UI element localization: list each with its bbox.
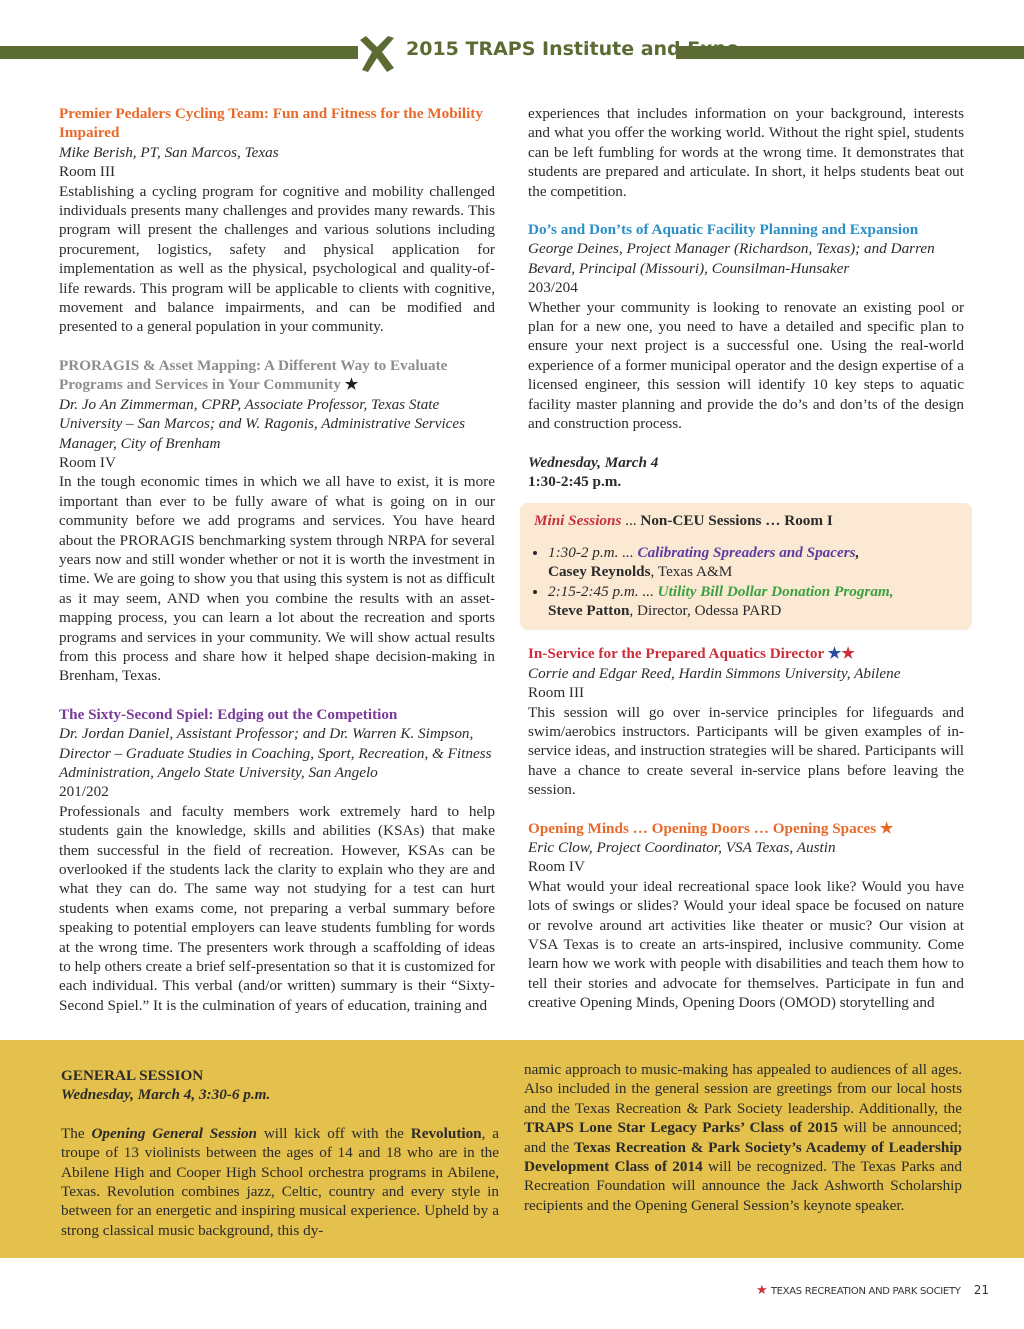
list-item <box>548 582 958 621</box>
session-description: Establishing a cycling program for cognitive and mobility challenged individuals presents many challenges and provides many rewards. This program will present the challenges and various solutions including procurement, logistics, safety and physical application for implementation as well as the physical, psychological and quality-of-life rewards. This program will be applicable to clients with cognitive, movement and balance impairments, and can be modified and presented to a general population in your community. <box>59 182 495 336</box>
text-run: Revolution <box>410 1124 482 1142</box>
session-title-text: In-Service for the Prepared Aquatics Director <box>528 645 824 663</box>
footer-org: TEXAS RECREATION AND PARK SOCIETY <box>770 1286 961 1297</box>
star-icon: ★ <box>344 376 359 394</box>
session-sixty-second-spiel <box>59 705 495 1016</box>
general-session-heading: GENERAL SESSION <box>61 1067 204 1084</box>
list-item <box>548 543 958 582</box>
text-run: TRAPS Lone Star Legacy Parks’ Class of 2015 <box>524 1119 838 1137</box>
item-title: Calibrating Spreaders and Spacers <box>637 543 856 561</box>
session-description: Whether your community is looking to renovate an existing pool or plan for a new one, you need to have a detailed and specific plan to ensure your next project is a successful one. Using the real-world experience of a former municipal operator and the design expertise of a licensed engineer, this session will identify 10 key steps to aquatic facility master planning and provide the do’s and don’ts of the design and construction process. <box>528 298 964 433</box>
session-room: 201/202 <box>59 783 109 801</box>
star-icon: ★ <box>827 645 842 663</box>
session-room: 203/204 <box>528 279 578 297</box>
general-session-left <box>61 1066 499 1240</box>
item-affiliation: , Director, Odessa PARD <box>629 601 782 619</box>
right-column <box>528 104 964 1032</box>
left-column <box>59 104 495 1034</box>
item-speaker: Steve Patton <box>548 601 630 619</box>
item-time: 2:15-2:45 p.m. ... <box>548 582 658 600</box>
item-title: Utility Bill Dollar Donation Program, <box>657 582 894 600</box>
session-presenters: Dr. Jordan Daniel, Assistant Professor; and Dr. Warren K. Simpson, Director – Graduate Studies in Coaching, Sport, Recreation, & Fitness Administration, Angelo State University, San Angelo <box>59 725 492 781</box>
general-session-right <box>524 1060 962 1215</box>
session-room: Room IV <box>528 858 585 876</box>
session-room: Room III <box>59 163 116 181</box>
session-presenters: Corrie and Edgar Reed, Hardin Simmons University, Abilene <box>528 664 901 682</box>
session-opening-minds <box>528 819 964 1013</box>
session-title: Premier Pedalers Cycling Team: Fun and Fitness for the Mobility Impaired <box>59 105 483 142</box>
traps-logo-icon <box>354 32 400 78</box>
text-run: namic approach to music-making has appealed to audiences of all ages. Also included in the general session are greetings from our local hosts and the Texas Recreation & Park Society leadership. Additionally, the <box>524 1061 962 1117</box>
session-continuation <box>528 104 964 201</box>
general-session-date: Wednesday, March 4, 3:30-6 p.m. <box>61 1086 271 1104</box>
session-description: This session will go over in-service principles for lifeguards and swim/aerobics instructors. Participants will be given examples of in-service ideas, and instruction strategies will be shared. Participants will have a chance to create several in-service plans before leaving the session. <box>528 703 964 799</box>
text-run: will be recognized. The Texas Parks and Recreation Foundation will announce the Jack Ashworth Scholarship recipients and the Opening General Session’s keynote speaker. <box>524 1158 962 1214</box>
session-title-text: Opening Minds … Opening Doors … Opening Spaces <box>528 819 877 837</box>
session-room: Room III <box>528 684 585 702</box>
header-rule-left <box>0 46 358 59</box>
mini-sessions-heading <box>534 511 958 530</box>
text-run: will be announced; and the <box>524 1119 962 1156</box>
session-room: Room IV <box>59 453 116 471</box>
general-session-text <box>61 1124 499 1240</box>
session-presenters: Dr. Jo An Zimmerman, CPRP, Associate Professor, Texas State University – San Marcos; and W. Ragonis, Administrative Services Manager, City of Brenham <box>59 395 466 452</box>
item-speaker: Casey Reynolds <box>548 563 651 581</box>
session-description: Professionals and faculty members work extremely hard to help students gain the knowledge, skills and abilities (KSAs) that make them successful in the field of recreation. However, KSAs can be overlooked if the students lack the clarity to explain who they are and what they can do. The same way not studying for a test can hurt students when exams come, not preparing a verbal summary before speaking to potential employers can leave students fumbling for words at the wrong time. The presenters work through a scaffolding of ideas to help others create a brief self-presentation so that it is customized for each individual. This verbal (and/or written) summary is their “Sixty-Second Spiel.” It is the culmination of years of education, training and <box>59 802 495 1014</box>
schedule-time: 1:30-2:45 p.m. <box>528 472 622 490</box>
page-footer <box>756 1283 989 1298</box>
session-description: What would your ideal recreational space look like? Would you have lots of swings or slides? Would your ideal space be focused on nature or revolve around art activities like theater or music? Our vision at VSA Texas is to create an arts-inspired, inclusive community. Come learn how we work with people with disabilities and teach them how to tell their stories and advocate for themselves. Participate in fun and creative Opening Minds, Opening Doors (OMOD) storytelling and <box>528 877 964 1012</box>
session-title <box>59 356 495 395</box>
time-block <box>528 453 964 492</box>
session-in-service <box>528 644 964 799</box>
heading-separator: ... <box>621 512 641 530</box>
session-presenters: Mike Berish, PT, San Marcos, Texas <box>59 143 279 161</box>
session-description: In the tough economic times in which we all have to exist, it is more important than ever to be fully aware of what is going on in our community before we add programs and services. You have heard about the PRORAGIS benchmarking system through NRPA for several years now and still wonder whether or not it is worth the investment in time. We are going to show you that using this system is not as difficult as it may seem, AND when you combine the results with an asset-mapping process, you can learn a lot about the recreation and sports programs and services in your community. We will show actual results from this process and share how it helped shape decision-making in Brenham, Texas. <box>59 473 495 685</box>
schedule-date: Wednesday, March 4 <box>528 453 659 471</box>
text-run: The <box>61 1124 92 1142</box>
text-run: , a troupe of 13 violinists between the ages of 14 and 18 who are in the Abilene High and Cooper High School orchestra programs in Abilene, Texas. Revolution combines jazz, Celtic, country and every style in between for an energetic and inspiring musical experience. Upheld by a strong classical music background, this dy- <box>61 1124 500 1239</box>
continued-text: experiences that includes information on your background, interests and what you offer the working world. Without the right spiel, students can be left fumbling for words at the wrong time. It demonstrates that students are prepared and articulate. In short, it helps students beat out the competition. <box>528 105 964 200</box>
text-run: Texas Recreation & Park Society’s Academy of Leadership Development Class of 2014 <box>524 1138 962 1176</box>
header-title: 2015 TRAPS Institute and Expo <box>406 38 740 60</box>
mini-sessions-subtitle: Non-CEU Sessions … Room I <box>640 512 833 530</box>
star-icon: ★ <box>879 819 894 837</box>
session-aquatic-planning <box>528 220 964 433</box>
session-title: The Sixty-Second Spiel: Edging out the Competition <box>59 705 398 723</box>
general-session-box <box>0 1040 1024 1258</box>
item-affiliation: , Texas A&M <box>650 563 733 581</box>
session-title: Do’s and Don’ts of Aquatic Facility Planning and Expansion <box>528 221 919 239</box>
text-run: will kick off with the <box>257 1124 411 1142</box>
item-time: 1:30-2 p.m. ... <box>548 543 638 561</box>
session-presenters: Eric Clow, Project Coordinator, VSA Texas, Austin <box>528 839 836 856</box>
item-punct: , <box>855 543 860 561</box>
session-proragis <box>59 356 495 686</box>
session-presenters: George Deines, Project Manager (Richardson, Texas); and Darren Bevard, Principal (Missouri), Counsilman-Hunsaker <box>528 240 935 277</box>
session-title <box>528 819 964 838</box>
mini-sessions-label: Mini Sessions <box>534 512 622 530</box>
session-title-text: PRORAGIS & Asset Mapping: A Different Way to Evaluate Programs and Services in Your Community <box>59 356 448 394</box>
general-session-text <box>524 1060 962 1215</box>
session-title <box>528 644 964 663</box>
star-icon: ★ <box>841 645 856 663</box>
mini-sessions-box <box>520 503 972 630</box>
page-header <box>0 28 1024 84</box>
page-number: 21 <box>973 1283 990 1297</box>
star-icon: ★ <box>756 1283 768 1298</box>
text-run: Opening General Session <box>91 1124 258 1142</box>
session-premier-pedalers <box>59 104 495 337</box>
mini-sessions-list <box>534 543 958 621</box>
